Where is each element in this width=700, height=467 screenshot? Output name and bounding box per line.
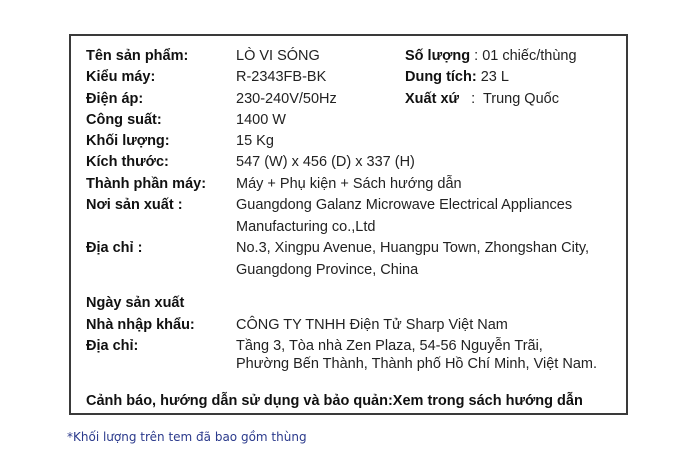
- manufacturer-value-line2: Manufacturing co.,Ltd: [236, 219, 376, 235]
- manufacturer-label: Nơi sản xuất :: [86, 197, 183, 213]
- importer-label: Nhà nhập khẩu:: [86, 317, 195, 333]
- footnote: *Khối lượng trên tem đã bao gồm thùng: [67, 430, 307, 444]
- voltage-value: 230-240V/50Hz: [236, 91, 337, 107]
- capacity-label: Dung tích:: [405, 69, 477, 85]
- address-value: No.3, Xingpu Avenue, Huangpu Town, Zhongshan City,: [236, 240, 590, 256]
- dimensions-label: Kích thước:: [86, 154, 169, 170]
- origin-value: Trung Quốc: [482, 91, 559, 107]
- row-quantity: [405, 46, 577, 66]
- quantity-value: 01 chiếc/thùng: [482, 48, 577, 64]
- product-name-label: Tên sản phẩm:: [86, 48, 189, 64]
- product-label: [69, 34, 628, 415]
- row-origin: [405, 89, 559, 109]
- importer-address-label: Địa chỉ:: [86, 338, 139, 354]
- model-value: R-2343FB-BK: [236, 69, 327, 85]
- manufacture-date-label: Ngày sản xuất: [86, 295, 185, 311]
- power-value: 1400 W: [236, 112, 286, 128]
- address-label: Địa chỉ :: [86, 240, 143, 256]
- product-name-value: LÒ VI SÓNG: [236, 48, 320, 64]
- weight-label: Khối lượng:: [86, 133, 170, 149]
- warning-text: Cảnh báo, hướng dẫn sử dụng và bảo quản:Xem trong sách hướng dẫn: [86, 393, 583, 409]
- origin-label: Xuất xứ: [405, 91, 460, 107]
- importer-address-value-line2: Phường Bến Thành, Thành phố Hồ Chí Minh, Việt Nam.: [236, 356, 597, 372]
- model-label: Kiểu máy:: [86, 69, 156, 85]
- components-label: Thành phần máy:: [86, 176, 207, 192]
- row-capacity: [405, 67, 509, 87]
- importer-value: CÔNG TY TNHH Điện Tử Sharp Việt Nam: [236, 317, 508, 333]
- components-value: Máy + Phụ kiện + Sách hướng dẫn: [236, 176, 462, 192]
- quantity-label: Số lượng: [405, 48, 471, 64]
- voltage-label: Điện áp:: [86, 91, 144, 107]
- capacity-value: 23 L: [480, 69, 509, 85]
- importer-address-value: Tầng 3, Tòa nhà Zen Plaza, 54-56 Nguyễn Trãi,: [236, 338, 543, 354]
- manufacturer-value: Guangdong Galanz Microwave Electrical Appliances: [236, 197, 573, 213]
- origin-sep: :: [459, 91, 483, 107]
- power-label: Công suất:: [86, 112, 162, 128]
- weight-value: 15 Kg: [236, 133, 274, 149]
- dimensions-value: 547 (W) x 456 (D) x 337 (H): [236, 154, 415, 170]
- address-value-line2: Guangdong Province, China: [236, 262, 419, 278]
- quantity-sep: :: [470, 48, 483, 64]
